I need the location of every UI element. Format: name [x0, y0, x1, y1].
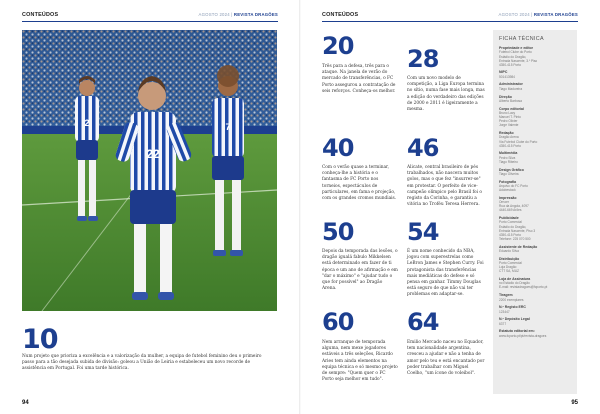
item-number: 46	[407, 134, 439, 162]
colophon-label: Multimédia	[499, 151, 518, 156]
colophon-title: FICHA TÉCNICA	[499, 36, 544, 42]
colophon-value: Arquivo do FC Porto Adobestock	[499, 184, 528, 193]
colophon-item	[499, 131, 573, 148]
colophon-label: Design Gráfico	[499, 167, 524, 172]
section-header: CONTEÚDOS	[22, 12, 59, 18]
colophon-item	[499, 180, 573, 193]
colophon-value: www.fcporto.pt/pt/revista-dragoes	[499, 333, 547, 338]
colophon-value: 501413984	[499, 74, 515, 79]
item-text: Com um novo modelo de competição, a Liga Europa termina no sítio, numa fase mais longa, mas a edição do verdadeiro das edições de 2000 e 2011 é ligeiramente a mesma.	[407, 76, 485, 113]
colophon-item	[499, 257, 573, 274]
colophon-item	[499, 317, 573, 326]
colophon-label: Propriedade e editor	[499, 46, 534, 50]
page-number-right: 95	[571, 400, 578, 406]
item-text: Emilio Mercado naceu no Equador, tem nacionalidade argentina, cresceu a ajudar e não a tenha de amor pelo teu e está encantado por poder trabalhar com Miguel Coelho, "um ícone do voleibol".	[407, 340, 485, 377]
colophon-value: Pedro Silva Tiago Ribeiro	[499, 155, 518, 164]
svg-text:2: 2	[84, 118, 90, 128]
colophon-label: Assistente de Redação	[499, 244, 538, 249]
colophon-label: N.º Registo ERC	[499, 305, 526, 310]
item-number: 28	[407, 45, 439, 73]
feature-number: 10	[22, 324, 58, 355]
colophon-item	[499, 107, 573, 128]
page-number-left: 94	[22, 400, 29, 406]
colophon-label: Loja de Assinatura	[499, 276, 531, 281]
section-header-right: CONTEÚDOS	[322, 12, 359, 18]
colophon-item	[499, 293, 573, 302]
colophon-label: Administrador	[499, 82, 523, 87]
issue-date-right: AGOSTO 2024 |	[498, 12, 533, 17]
colophon-item	[499, 245, 573, 254]
colophon-label: Fotografia	[499, 179, 517, 184]
item-text: Com o verão quase a terminar, conheça-lhe a história e o fantasma de FC Porto nos torneios, espectáculos de particulares, em fama e projeção, com os grandes cromos mundiais.	[322, 165, 397, 202]
header-rule-right	[322, 21, 578, 22]
magazine-name: REVISTA DRAGÕES	[233, 12, 278, 17]
colophon-item	[499, 151, 573, 164]
svg-text:7: 7	[225, 122, 231, 132]
item-number: 64	[407, 308, 439, 336]
item-number: 20	[322, 32, 354, 60]
item-text: É um nome conhecido da NBA, jogou com superestrelas como LeBron James e Stephen Curry. Foi protagonista das transferências mais mediáticas do defeso e só pensa em ganhar. Timmy Douglas está seguro de que não vai ter problemas em adaptar-se.	[407, 249, 484, 298]
colophon-list	[499, 46, 573, 341]
colophon-label: Redação	[499, 131, 514, 136]
feature-text: Num projeto que prioriza a excelência e a valorização da mulher, a equipa de futebol feminino deu o primeiro passo para a tão desejada subida de divisão: goleou a União de Leiria e estabeleceu um novo recorde de assistência em Portugal. Foi uma tarde histórica.	[22, 354, 262, 372]
colophon-value: Porto Comercial Estádio do Dragão, Entrada Nascente, Piso 3 4350-415 Porto Telefone: 225 070 500	[499, 220, 536, 241]
colophon-value: Tiago Oliveira	[499, 171, 519, 176]
item-number: 40	[322, 134, 354, 162]
colophon-value: Futebol Clube do Porto Estádio do Dragão, Entrada Nascente, 3.º Piso 4350-415 Porto	[499, 50, 538, 67]
colophon-value: Eduardo Silva	[499, 248, 519, 253]
issue-date: AGOSTO 2024 |	[198, 12, 233, 17]
colophon-label: Direção	[499, 94, 512, 99]
header-rule	[22, 21, 278, 22]
item-number: 50	[322, 218, 354, 246]
colophon-label: Tiragem	[499, 293, 513, 298]
colophon-item	[499, 277, 573, 290]
feature-photo[interactable]	[22, 30, 277, 311]
colophon-label: NIPC	[499, 70, 508, 75]
colophon-value: Porto Comercial Loja Dragão CTT SA, MUZ	[499, 261, 522, 274]
colophon-item	[499, 216, 573, 241]
colophon-label: Distribuição	[499, 256, 520, 261]
colophon-value: Ornoer Rua da Angola, 4097 4440-669 Arões	[499, 200, 529, 213]
colophon-value: Bruno Lacy Manuel T. Pinto Pedro Olivier Jorge Valente	[499, 111, 521, 128]
colophon-label: Impressão	[499, 195, 517, 200]
item-number: 54	[407, 218, 439, 246]
colophon-item	[499, 70, 573, 79]
item-text: Depois da temporada das lesões, o dragão igualá fabulo Mikkelsen está determinado em fazer de ti época e um ano de afirmação e em "dar o máximo" e "ajudar tudo o que for possível" ao Dragão Arena.	[322, 249, 398, 292]
item-number: 60	[322, 308, 354, 336]
item-text: Três para a defesa, três para o ataque. Na janela de verão do mercado de transferências, o FC Porto assegurou a contratação de seis reforços. Conheça-os melhor.	[322, 64, 396, 94]
colophon-value: no Estádio do Dragão E-mail: revistadragoes@fcporto.pt	[499, 281, 548, 290]
item-text: Nem arranque de temporada alguma, nem mexe jogadores estáveis a três seleções, Ricardo Aries tem ainda elementos na equipa técnica e só mesmo projeto de sempre: "Quem quer o FC Porto seja melhor em tudo".	[322, 340, 398, 383]
colophon-box	[493, 30, 577, 394]
colophon-item	[499, 305, 573, 314]
issue-header-right	[499, 12, 578, 17]
magazine-name-right: REVISTA DRAGÕES	[533, 12, 578, 17]
colophon-item	[499, 46, 573, 67]
issue-header	[199, 12, 278, 17]
colophon-item	[499, 82, 573, 91]
colophon-value: Alberto Barbosa	[499, 98, 522, 103]
colophon-value: 123447	[499, 309, 510, 314]
item-text: Alicate, central brasileiro de pés trabalhados, não nascera muitos golos, mas o que fez "insurrer-se" em protestar. O perfeito de vice-campeão olímpico pelo Brasil foi o registo da Corinha, e garantiu a vitória no Troféu Teresa Herrera.	[407, 165, 482, 208]
colophon-item	[499, 168, 573, 177]
colophon-label: Publicidade	[499, 216, 519, 221]
colophon-value: 2200 exemplares	[499, 297, 524, 302]
colophon-item	[499, 329, 573, 338]
colophon-item	[499, 95, 573, 104]
colophon-item	[499, 196, 573, 213]
colophon-label: Corpo editorial	[499, 106, 524, 111]
colophon-label: N.º Depósito Legal	[499, 317, 530, 322]
colophon-value: 6377	[499, 321, 507, 326]
colophon-value: Dragão Arena Via Futebol Clube do Porto 4350-415 Porto	[499, 135, 538, 148]
colophon-value: Tiago Madureira	[499, 86, 523, 91]
colophon-label: Estatuto editorial em:	[499, 329, 535, 334]
svg-text:22: 22	[146, 147, 160, 161]
